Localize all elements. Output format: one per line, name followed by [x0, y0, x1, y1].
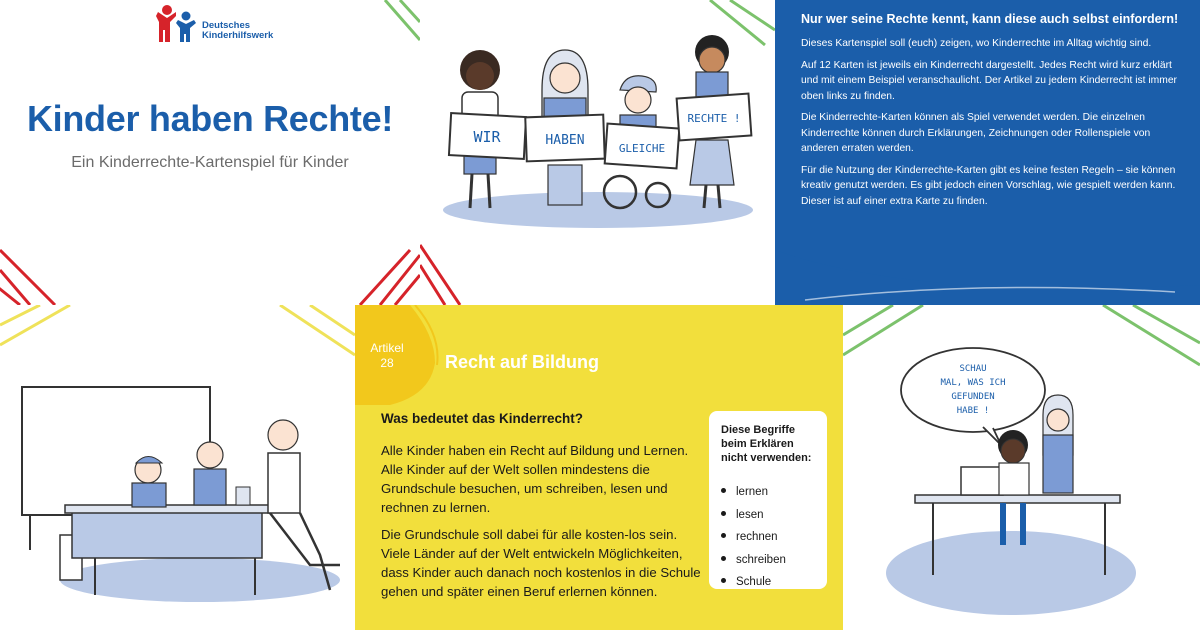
corner-lines: [0, 0, 420, 305]
info-card-content: [801, 10, 1181, 215]
logo-line-2: Kinderhilfswerk: [202, 30, 274, 41]
logo-line-1: Deutsches: [202, 20, 251, 31]
title-card: [0, 0, 420, 305]
article-label-line-1: Artikel: [370, 341, 404, 355]
kids-signs-card: [420, 0, 775, 305]
laptop-illustration: [843, 305, 1200, 630]
article-number-badge: [361, 341, 413, 371]
sign-gleiche-text: GLEICHE: [618, 142, 666, 155]
table: [915, 495, 1120, 503]
info-paragraph-4: Für die Nutzung der Kinderrechte-Karten gibt es keine festen Regeln – sie können kreativ genutzt werden. Es gibt jedoch einen Vorschlag, wie gespielt werden kann. Dieser ist auf einer extra Karte zu finden.: [801, 164, 1176, 207]
bubble-line-3: GEFUNDEN: [951, 392, 995, 402]
desk: [72, 510, 262, 558]
sign-wir-text: WIR: [473, 128, 501, 146]
classroom-card: [0, 305, 355, 630]
bullet-icon: [721, 511, 726, 516]
sign-rechte-text: RECHTE !: [687, 112, 741, 125]
bullet-icon: [721, 556, 726, 561]
whiteboard: [22, 387, 210, 515]
sign-gleiche: [605, 124, 680, 169]
sub-title: Ein Kinderrechte-Kartenspiel für Kinder: [71, 154, 349, 171]
bullet-icon: [721, 578, 726, 583]
forbidden-words-list: [721, 481, 786, 594]
laptop-card: [843, 305, 1200, 630]
logo-figures-icon: [156, 4, 198, 44]
list-item: [721, 526, 786, 549]
bullet-icon: [721, 488, 726, 493]
forbidden-words-box: [709, 411, 827, 589]
forbidden-word: schreiben: [736, 553, 786, 566]
info-heading: Nur wer seine Rechte kennt, kann diese auch selbst einfordern!: [801, 12, 1179, 26]
forbidden-word: lernen: [736, 486, 768, 498]
forbidden-word: rechnen: [736, 531, 778, 543]
sign-haben-text: HABEN: [545, 133, 585, 148]
info-paragraph-3: Die Kinderrechte-Karten können als Spiel verwendet werden. Die einzelnen Kinderrechte können durch Erklärungen, Zeichnungen oder Rollenspiele von anderen erraten werden.: [801, 112, 1151, 154]
bubble-line-4: HABE !: [956, 406, 990, 416]
forbidden-word: Schule: [736, 576, 772, 588]
list-item: [721, 504, 786, 527]
article-question: Was bedeutet das Kinderrecht?: [381, 411, 584, 426]
main-title: Kinder haben Rechte!: [26, 98, 394, 139]
logo-text: [202, 21, 273, 41]
logo: [156, 4, 273, 44]
article-body: [381, 441, 701, 609]
info-paragraph-2: Auf 12 Karten ist jeweils ein Kinderrecht dargestellt. Jedes Recht wird kurz erklärt und mit einem Beispiel veranschaulicht. Der Artikel zu jedem Kinderrecht ist immer oben links zu finden.: [801, 59, 1177, 102]
list-item: [721, 549, 786, 572]
sign-wir: [449, 113, 526, 159]
bullet-icon: [721, 533, 726, 538]
laptop: [961, 467, 1003, 495]
bubble-line-2: MAL, WAS ICH: [940, 378, 1006, 388]
info-card: [775, 0, 1200, 305]
info-paragraph-1: Dieses Kartenspiel soll (euch) zeigen, wo Kinderrechte im Alltag wichtig sind.: [801, 38, 1152, 49]
article-label-line-2: 28: [380, 356, 394, 370]
bubble-line-1: SCHAU: [959, 364, 987, 374]
kids-signs-illustration: [420, 0, 775, 305]
list-item: [721, 571, 786, 594]
article-paragraph-1: Alle Kinder haben ein Recht auf Bildung und Lernen. Alle Kinder auf der Welt sollen mindestens die Grundschule besuchen, um schreiben, lesen und rechnen zu lernen.: [381, 443, 689, 515]
article-title: Recht auf Bildung: [445, 352, 599, 372]
speech-bubble: [901, 348, 1045, 445]
classroom-illustration: [0, 305, 355, 630]
sign-haben: [525, 115, 604, 162]
list-item: [721, 481, 786, 504]
forbidden-words-heading: Diese Begriffe beim Erklären nicht verwenden:: [721, 424, 812, 464]
article-card: [355, 305, 843, 630]
article-paragraph-2: Die Grundschule soll dabei für alle kosten-los sein. Viele Länder auf der Welt entwickeln Möglichkeiten, dass Kinder auch danach noch kostenlos in die Schule gehen und später einen Beruf erlernen können.: [381, 527, 701, 599]
forbidden-word: lesen: [736, 508, 764, 521]
sign-rechte: [677, 94, 752, 141]
